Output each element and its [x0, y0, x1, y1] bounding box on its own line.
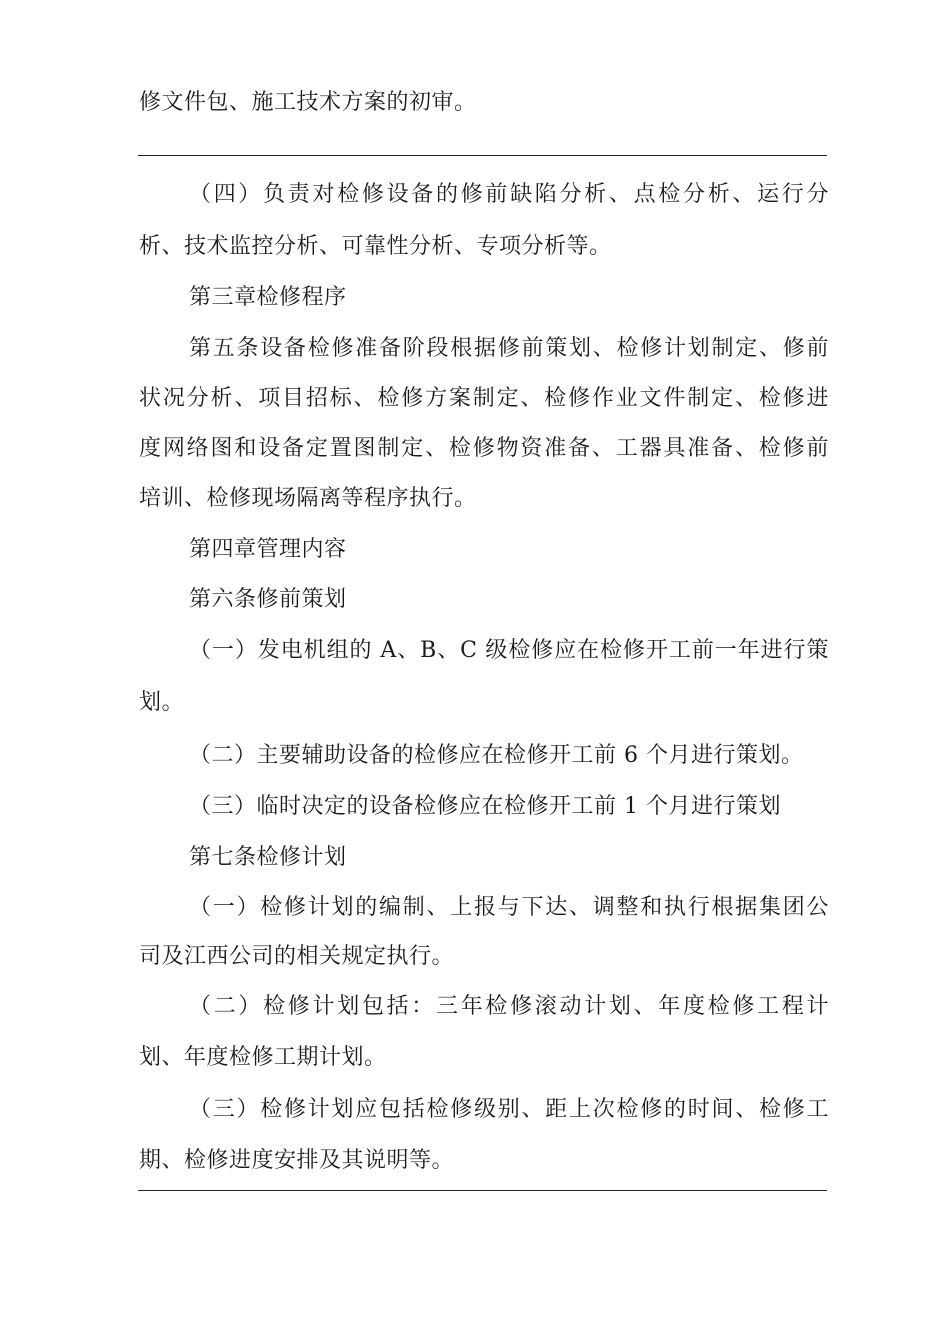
- paragraph-line: 划。: [139, 690, 185, 715]
- paragraph-line: 培训、检修现场隔离等程序执行。: [139, 486, 477, 511]
- paragraph-line: （三）临时决定的设备检修应在检修开工前 1 个月进行策划: [189, 794, 781, 819]
- paragraph-line: （四）负责对检修设备的修前缺陷分析、点检分析、运行分: [189, 182, 829, 207]
- chapter-heading: 第三章检修程序: [189, 285, 347, 310]
- chapter-heading: 第四章管理内容: [189, 537, 347, 562]
- horizontal-rule: [138, 1190, 827, 1191]
- paragraph-line: 析、技术监控分析、可靠性分析、专项分析等。: [139, 234, 612, 259]
- paragraph-line: （二）检修计划包括：三年检修滚动计划、年度检修工程计: [189, 994, 829, 1019]
- article-heading: 第七条检修计划: [189, 845, 347, 870]
- paragraph-line: 划、年度检修工期计划。: [139, 1045, 387, 1070]
- article-heading: 第六条修前策划: [189, 587, 347, 612]
- paragraph-line: 期、检修进度安排及其说明等。: [139, 1148, 455, 1173]
- paragraph-line: （一）发电机组的 A、B、C 级检修应在检修开工前一年进行策: [189, 638, 829, 663]
- paragraph-line: 度网络图和设备定置图制定、检修物资准备、工器具准备、检修前: [139, 436, 829, 461]
- paragraph-line: 司及江西公司的相关规定执行。: [139, 944, 455, 969]
- paragraph-line: （一）检修计划的编制、上报与下达、调整和执行根据集团公: [189, 895, 829, 920]
- paragraph-line: 状况分析、项目招标、检修方案制定、检修作业文件制定、检修进: [139, 386, 829, 411]
- paragraph-line: 修文件包、施工技术方案的初审。: [139, 90, 477, 115]
- paragraph-line: 第五条设备检修准备阶段根据修前策划、检修计划制定、修前: [189, 336, 829, 361]
- paragraph-line: （三）检修计划应包括检修级别、距上次检修的时间、检修工: [189, 1097, 829, 1122]
- paragraph-line: （二）主要辅助设备的检修应在检修开工前 6 个月进行策划。: [189, 743, 804, 768]
- horizontal-rule: [138, 155, 827, 156]
